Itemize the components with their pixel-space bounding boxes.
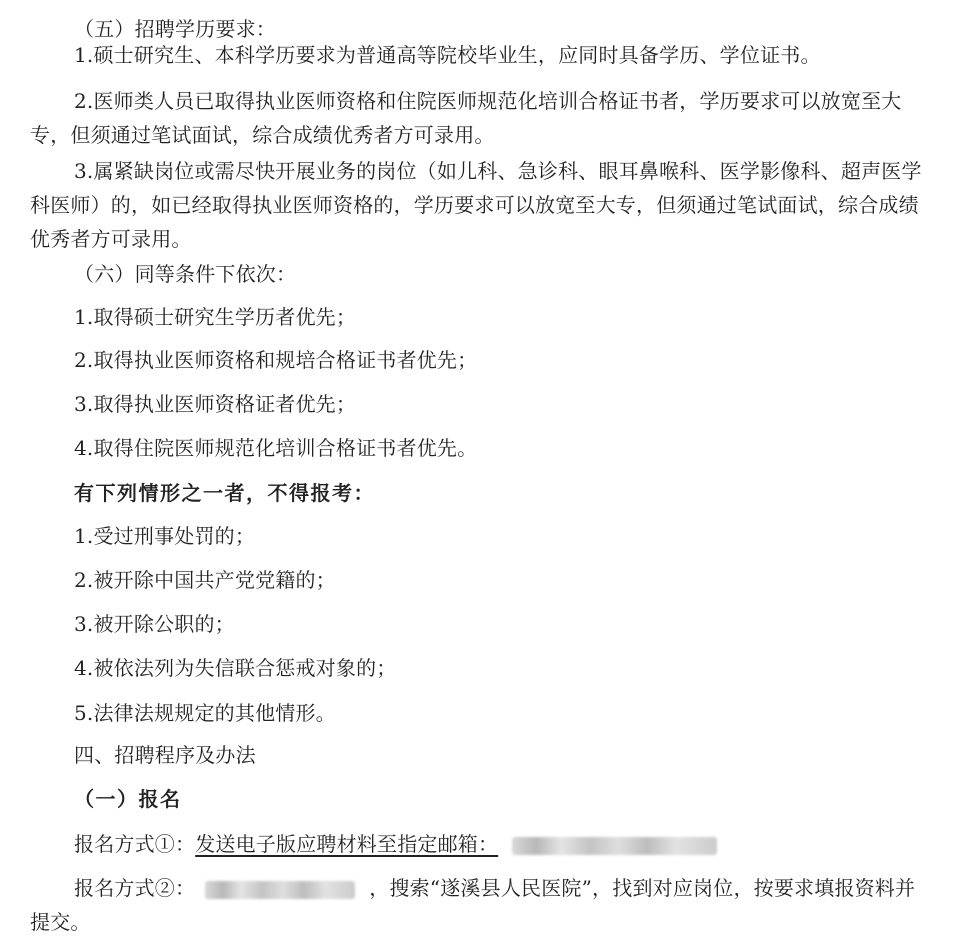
registration-method-2 [30,871,935,939]
sec6-item-4: 4.取得住院医师规范化培训合格证书者优先。 [74,436,478,460]
exclusion-heading: 有下列情形之一者，不得报考： [74,481,375,505]
redacted-platform-name [205,881,355,899]
section-5-heading: （五）招聘学历要求： [74,17,276,41]
sec5-item-3: 3.属紧缺岗位或需尽快开展业务的岗位（如儿科、急诊科、眼耳鼻喉科、医学影像科、超声医学科医师）的，如已经取得执业医师资格的，学历要求可以放宽至大专，但须通过笔试面试，综合成绩优秀者方可录用。 [30,159,922,251]
section-4-heading: 四、招聘程序及办法 [74,743,256,767]
method-2-text: ，搜索“遂溪县人民医院”，找到对应岗位，按要求填报资料并提交。 [30,876,916,934]
method-1-link[interactable]: 发送电子版应聘材料至指定邮箱： [195,832,499,856]
sec5-item-2: 2.医师类人员已取得执业医师资格和住院医师规范化培训合格证书者，学历要求可以放宽至大专，但须通过笔试面试，综合成绩优秀者方可录用。 [30,89,902,147]
exclusion-item-4: 4.被依法列为失信联合惩戒对象的； [74,656,397,680]
exclusion-item-5: 5.法律法规规定的其他情形。 [74,701,336,725]
sec6-item-2: 2.取得执业医师资格和规培合格证书者优先； [74,348,478,372]
sec6-item-1: 1.取得硕士研究生学历者优先； [74,305,357,329]
exclusion-item-1: 1.受过刑事处罚的； [74,524,256,548]
redacted-email [512,837,717,855]
exclusion-item-3: 3.被开除公职的； [74,612,235,636]
sec6-item-3: 3.取得执业医师资格证者优先； [74,392,357,416]
exclusion-item-2: 2.被开除中国共产党党籍的； [74,568,336,592]
method-2-label: 报名方式②： [74,876,196,900]
registration-method-1 [30,827,935,861]
registration-subheading: （一）报名 [74,787,182,811]
method-1-label: 报名方式①： [74,832,196,856]
section-6-heading: （六）同等条件下依次： [74,262,297,286]
sec5-item-1: 1.硕士研究生、本科学历要求为普通高等院校毕业生，应同时具备学历、学位证书。 [74,43,821,67]
